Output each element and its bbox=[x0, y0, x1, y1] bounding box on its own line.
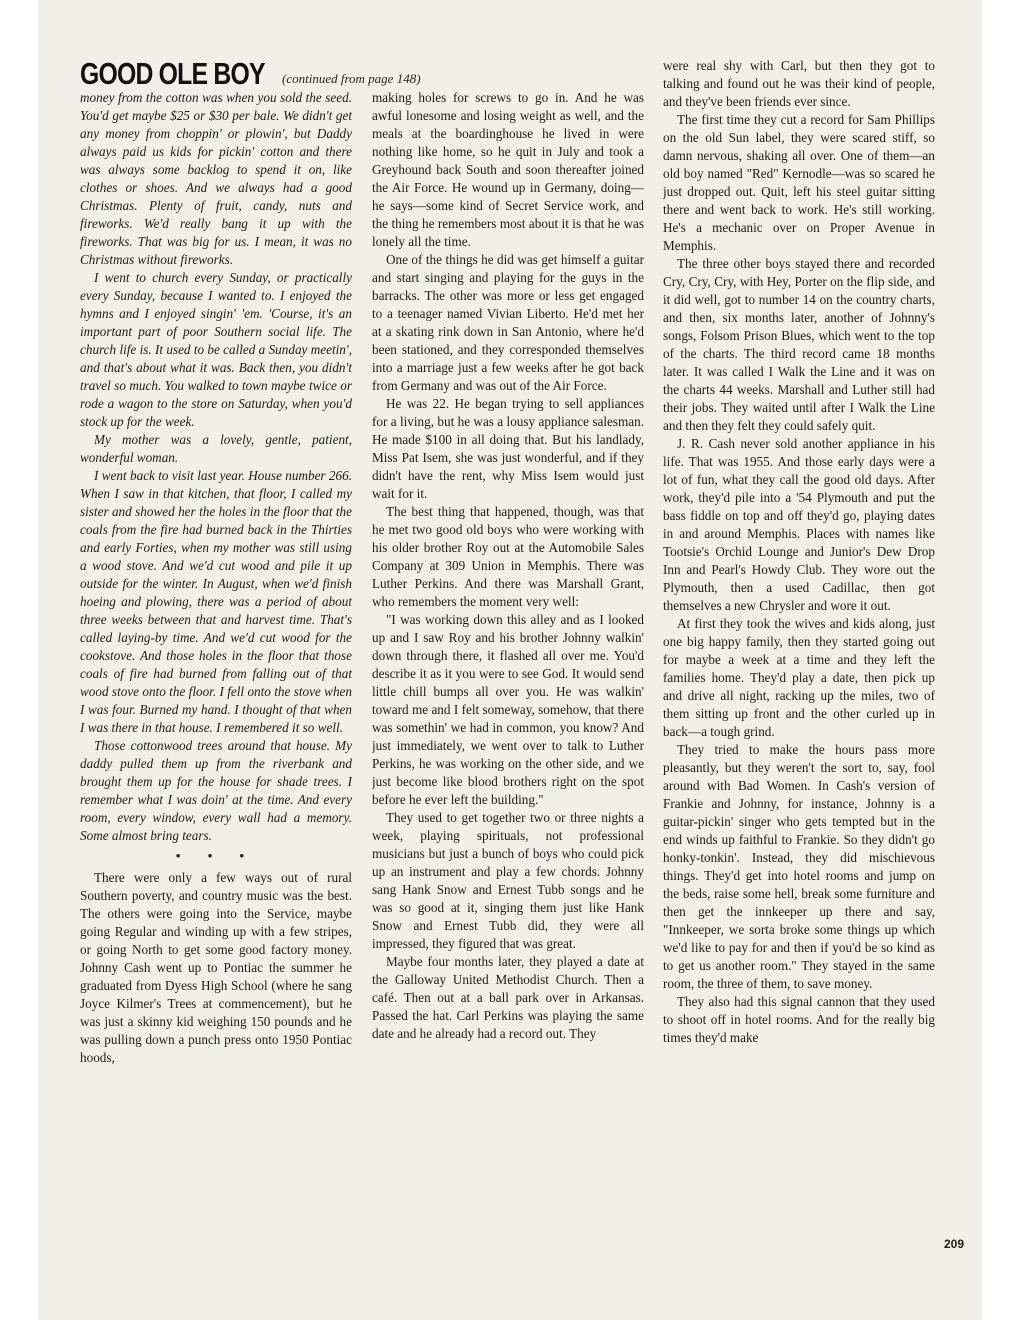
continued-note: (continued from page 148) bbox=[282, 71, 421, 86]
column-3 bbox=[663, 57, 935, 1257]
paragraph: The best thing that happened, though, was that he met two good old boys who were working with his older brother Roy out at the Automobile Sales Company at 309 Union in Memphis. There was Luther Perkins. And there was Marshall Grant, who remembers the moment very well: bbox=[372, 504, 644, 609]
paragraph: I went back to visit last year. House number 266. When I saw in that kitchen, that floor, I called my sister and showed her the holes in the floor that the coals from the fire had burned back in the Thirties and early Forties, when my mother was still using a wood stove. And we'd cut wood and pile it up outside for the winter. In August, when we'd finish hoeing and plowing, there was a period of about three weeks between that and harvest time. That's called laying-by time. And we'd cut wood for the cookstove. And those holes in the floor that those coals of fire had burned from falling out of that wood stove onto the floor. I fell onto the stove when I was four. Burned my hand. I thought of that when I was there in that house. I remembered it so well. bbox=[80, 468, 352, 735]
paragraph: There were only a few ways out of rural Southern poverty, and country music was the best. The others were going into the Service, maybe going Regular and winding up with a few stripes, or going North to get some good factory money. Johnny Cash went up to Pontiac the summer he graduated from Dyess High School (where he sang Joyce Kilmer's Trees at commencement), but he was just a skinny kid weighing 150 pounds and he was pulling down a punch press onto 1950 Pontiac hoods, bbox=[80, 870, 352, 1065]
paragraph: The three other boys stayed there and recorded Cry, Cry, Cry, with Hey, Porter on the flip side, and it did well, got to number 14 on the country charts, and then, six months later, another of Johnny's songs, Folsom Prison Blues, which went to the top of the charts. The third record came 18 months later. It was called I Walk the Line and it was on the charts 44 weeks. Marshall and Luther still had their jobs. They waited until after I Walk the Line and then they felt they could safely quit. bbox=[663, 256, 935, 433]
paragraph: I went to church every Sunday, or practically every Sunday, because I wanted to. I enjoyed the hymns and I enjoyed singin' 'em. 'Course, it's an important part of poor Southern social life. The church life is. It used to be called a Sunday meetin', and that's about what it was. Back then, you didn't travel so much. You walked to town maybe twice or rode a wagon to the store on Saturday, when you'd stock up for the week. bbox=[80, 270, 352, 429]
paragraph: J. R. Cash never sold another appliance in his life. That was 1955. And those early days were a lot of fun, what they call the good old days. After work, they'd pile into a '54 Plymouth and put the bass fiddle on top and off they'd go, playing dates in and around Memphis. Places with names like Tootsie's Orchid Lounge and Junior's Dew Drop Inn and Pearl's Howdy Club. They wore out the Plymouth, then a used Cadillac, then got themselves a new Chrysler and wore it out. bbox=[663, 436, 935, 613]
column-1 bbox=[80, 89, 352, 1261]
paragraph: They used to get together two or three nights a week, playing spirituals, not professional musicians but just a bunch of boys who could pick up an instrument and play a few chords. Johnny sang Hank Snow and Ernest Tubb songs and he was so good at it, singing them just like Hank Snow and Ernest Tubb did, they were all impressed, they figured that was great. bbox=[372, 810, 644, 951]
paragraph: The first time they cut a record for Sam Phillips on the old Sun label, they were scared stiff, so damn nervous, shaking all over. One of them—an old boy named "Red" Kernodle—was so scared he just dropped out. Quit, left his steel guitar sitting there and went back to work. He's still working. He's a mechanic over on Proper Avenue in Memphis. bbox=[663, 112, 935, 253]
paragraph: Maybe four months later, they played a date at the Galloway United Methodist Church. Then a café. Then out at a ball park over in Arkansas. Passed the hat. Carl Perkins was playing the same date and he already had a record out. They bbox=[372, 954, 644, 1041]
column-2 bbox=[372, 89, 644, 1261]
paragraph: were real shy with Carl, but then they got to talking and found out he was their kind of people, and they've been friends ever since. bbox=[663, 58, 935, 109]
paragraph: My mother was a lovely, gentle, patient, wonderful woman. bbox=[80, 432, 352, 465]
paragraph: He was 22. He began trying to sell appliances for a living, but he was a lousy appliance salesman. He made $100 in all doing that. But his landlady, Miss Pat Isem, she was just wonderful, and if they didn't have the rent, why Miss Isem would just wait for it. bbox=[372, 396, 644, 501]
paragraph: money from the cotton was when you sold the seed. You'd get maybe $25 or $30 per bale. We didn't get any money from choppin' or plowin', but Daddy always paid us kids for pickin' cotton and there was always some backlog to spend it on, like clothes or shoes. And we always had a good Christmas. Plenty of fruit, candy, nuts and fireworks. We'd really bang it up with the fireworks. That was big for us. I mean, it was no Christmas without fireworks. bbox=[80, 90, 352, 267]
page-number: 209 bbox=[944, 1237, 965, 1251]
paragraph: They tried to make the hours pass more pleasantly, but they weren't the sort to, say, fool around with Bad Women. In Cash's version of Frankie and Johnny, for instance, Johnny is a guitar-pickin' singer who gets tempted but in the end winds up faithful to Frankie. So they didn't go honky-tonkin'. Instead, they did mischievous things. They'd get into hotel rooms and jump on the beds, raise some hell, break some furniture and then get the innkeeper up there and say, "Innkeeper, we sorta broke some things up which we'd like to pay for and then if you'd be so kind as to get us another room." They stayed in the same room, the three of them, to save money. bbox=[663, 742, 935, 991]
paragraph: At first they took the wives and kids along, just one big happy family, then they started going out for maybe a week at a time and they left the families home. They'd play a date, then pick up and drive all night, racking up the miles, two of them sitting up front and the other curled up in back—a tough grind. bbox=[663, 616, 935, 739]
paragraph: "I was working down this alley and as I looked up and I saw Roy and his brother Johnny walkin' down through there, it flashed all over me. You'd describe it as it you were to see God. It would send little chill bumps all over you. He was walkin' toward me and I felt someway, somehow, that there was somethin' we had in common, you know? And just immediately, we went over to talk to Luther Perkins, he was working on the other side, and we just become like blood brothers right on the spot before he ever left the building." bbox=[372, 612, 644, 807]
paragraph: They also had this signal cannon that they used to shoot off in hotel rooms. And for the really big times they'd make bbox=[663, 994, 935, 1045]
section-separator: • • • bbox=[175, 848, 257, 863]
paragraph: Those cottonwood trees around that house. My daddy pulled them up from the riverbank and brought them up for the house for shade trees. I remember what I was doin' at the time. And every room, every window, every wall had a memory. Some almost bring tears. bbox=[80, 738, 352, 843]
article-title: GOOD OLE BOY bbox=[80, 56, 265, 91]
paragraph: making holes for screws to go in. And he was awful lonesome and losing weight as well, and the meals at the boardinghouse he lived in were nothing like home, so he quit in July and took a Greyhound back South and soon thereafter joined the Air Force. He wound up in Germany, doing—he says—some kind of Secret Service work, and the thing he remembers most about it is that he was lonely all the time. bbox=[372, 90, 644, 249]
paragraph: One of the things he did was get himself a guitar and start singing and playing for the guys in the barracks. The other was more or less get engaged to a teenager named Vivian Liberto. He'd met her at a skating rink down in San Antonio, where he'd been stationed, and they corresponded themselves into a marriage just a few weeks after he got back from Germany and was out of the Air Force. bbox=[372, 252, 644, 393]
